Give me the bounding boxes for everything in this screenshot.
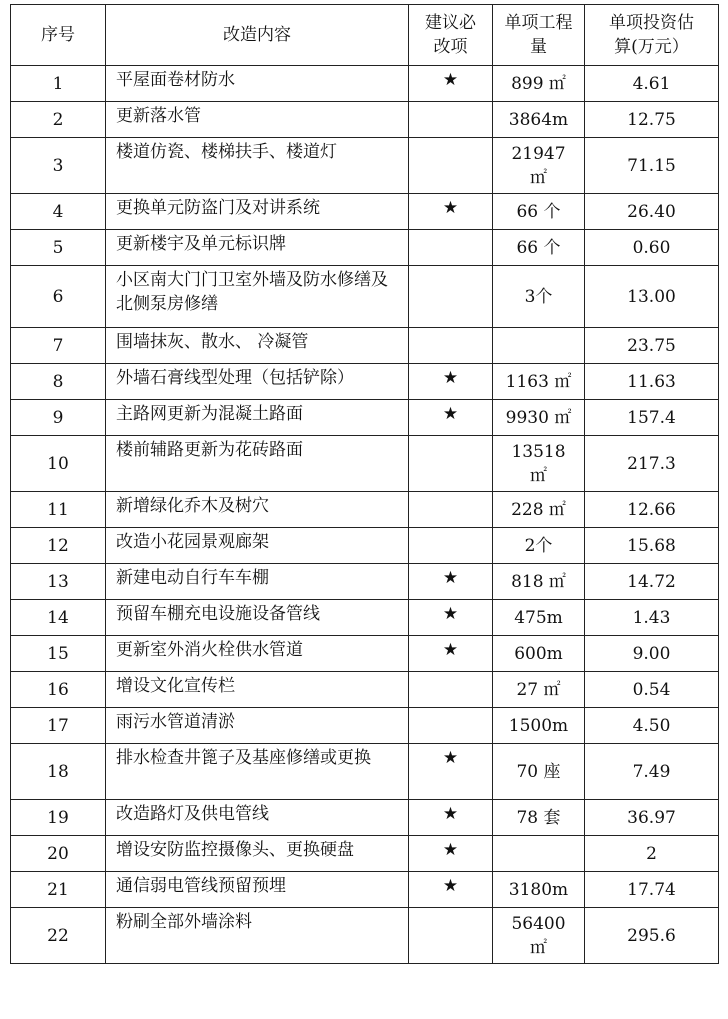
cell-content: [106, 600, 409, 636]
cell-required: [409, 400, 493, 436]
cell-no: [11, 364, 106, 400]
cell-investment-text: 26.40: [627, 201, 676, 222]
cell-investment-text: 15.68: [627, 535, 676, 556]
cell-required: [409, 230, 493, 266]
required-star-icon: ★: [442, 876, 459, 896]
table-row: [11, 908, 719, 964]
cell-quantity-text: 600m: [514, 643, 563, 664]
cell-quantity-text: 70 座: [516, 761, 561, 782]
cell-content-text: 新增绿化乔木及树穴: [116, 496, 269, 516]
cell-investment: [585, 564, 719, 600]
cell-investment-text: 71.15: [627, 155, 676, 176]
cell-content-text: 更新室外消火栓供水管道: [116, 640, 303, 660]
cell-quantity-text: 66 个: [516, 201, 561, 222]
cell-content: [106, 492, 409, 528]
cell-quantity-text: 3个: [524, 286, 553, 307]
renovation-table: [10, 4, 719, 964]
cell-quantity-text: 1500m: [508, 715, 569, 736]
cell-investment-text: 17.74: [627, 879, 676, 900]
cell-quantity: [493, 66, 585, 102]
cell-quantity: [493, 194, 585, 230]
cell-content: [106, 436, 409, 492]
cell-required: [409, 708, 493, 744]
cell-required: [409, 836, 493, 872]
table-row: [11, 636, 719, 672]
required-star-icon: ★: [442, 404, 459, 424]
cell-investment: [585, 364, 719, 400]
cell-content: [106, 102, 409, 138]
required-star-icon: ★: [442, 368, 459, 388]
cell-no-text: 17: [47, 715, 69, 736]
cell-no: [11, 528, 106, 564]
cell-content-text: 改造小花园景观廊架: [116, 532, 269, 552]
cell-investment-text: 9.00: [632, 643, 671, 664]
table-row: [11, 744, 719, 800]
cell-required: [409, 872, 493, 908]
table-row: [11, 230, 719, 266]
cell-content: [106, 528, 409, 564]
cell-no: [11, 708, 106, 744]
cell-no-text: 2: [52, 109, 64, 130]
cell-quantity: [493, 600, 585, 636]
cell-quantity: [493, 400, 585, 436]
cell-no: [11, 672, 106, 708]
cell-investment: [585, 66, 719, 102]
cell-content-text: 更换单元防盗门及对讲系统: [116, 198, 320, 218]
cell-investment-text: 0.54: [632, 679, 671, 700]
cell-required: [409, 66, 493, 102]
cell-no-text: 3: [52, 155, 64, 176]
cell-quantity: [493, 266, 585, 328]
cell-content: [106, 230, 409, 266]
cell-quantity: [493, 102, 585, 138]
cell-content: [106, 908, 409, 964]
cell-no: [11, 636, 106, 672]
cell-content: [106, 708, 409, 744]
cell-investment: [585, 400, 719, 436]
table-row: [11, 564, 719, 600]
cell-no-text: 15: [47, 643, 69, 664]
cell-content: [106, 744, 409, 800]
cell-investment-text: 7.49: [632, 761, 671, 782]
cell-no: [11, 102, 106, 138]
cell-required: [409, 528, 493, 564]
cell-quantity: [493, 138, 585, 194]
cell-quantity: [493, 800, 585, 836]
cell-quantity: [493, 328, 585, 364]
cell-quantity-text: 56400 ㎡: [511, 913, 566, 958]
cell-no: [11, 800, 106, 836]
table-row: [11, 400, 719, 436]
cell-investment-text: 36.97: [627, 807, 676, 828]
cell-content-text: 预留车棚充电设施设备管线: [116, 604, 320, 624]
cell-content-text: 雨污水管道清淤: [116, 712, 235, 732]
cell-content-text: 通信弱电管线预留预埋: [116, 876, 286, 896]
cell-investment-text: 217.3: [627, 453, 676, 474]
cell-investment-text: 157.4: [627, 407, 676, 428]
table-row: [11, 800, 719, 836]
cell-no: [11, 230, 106, 266]
cell-no: [11, 836, 106, 872]
cell-no-text: 13: [47, 571, 69, 592]
cell-no: [11, 138, 106, 194]
cell-content: [106, 564, 409, 600]
cell-quantity: [493, 492, 585, 528]
cell-quantity-text: 9930 ㎡: [505, 407, 572, 428]
header-content: 改造内容: [106, 5, 409, 66]
cell-quantity: [493, 672, 585, 708]
table-row: [11, 492, 719, 528]
table-row: [11, 364, 719, 400]
cell-quantity-text: 818 ㎡: [511, 571, 566, 592]
cell-required: [409, 328, 493, 364]
cell-no: [11, 492, 106, 528]
cell-investment-text: 23.75: [627, 335, 676, 356]
table-row: [11, 872, 719, 908]
cell-required: [409, 600, 493, 636]
cell-required: [409, 364, 493, 400]
cell-investment: [585, 872, 719, 908]
cell-content-text: 新建电动自行车车棚: [116, 568, 269, 588]
table-row: [11, 328, 719, 364]
table-row: [11, 600, 719, 636]
cell-quantity-text: 78 套: [516, 807, 561, 828]
table-row: [11, 708, 719, 744]
cell-investment-text: 13.00: [627, 286, 676, 307]
cell-investment: [585, 328, 719, 364]
required-star-icon: ★: [442, 840, 459, 860]
cell-quantity: [493, 436, 585, 492]
cell-investment-text: 11.63: [627, 371, 676, 392]
required-star-icon: ★: [442, 70, 459, 90]
cell-no-text: 11: [47, 499, 69, 520]
table-row: [11, 138, 719, 194]
table-row: [11, 672, 719, 708]
cell-content-text: 增设文化宣传栏: [116, 676, 235, 696]
cell-no: [11, 194, 106, 230]
table-row: [11, 528, 719, 564]
cell-investment: [585, 908, 719, 964]
cell-content-text: 更新落水管: [116, 106, 201, 126]
table-row: [11, 836, 719, 872]
cell-investment-text: 12.66: [627, 499, 676, 520]
cell-content: [106, 836, 409, 872]
table-row: [11, 436, 719, 492]
cell-no: [11, 908, 106, 964]
cell-no-text: 9: [52, 407, 64, 428]
table-row: [11, 194, 719, 230]
cell-investment-text: 0.60: [632, 237, 671, 258]
cell-quantity-text: 899 ㎡: [511, 73, 566, 94]
cell-required: [409, 492, 493, 528]
cell-no-text: 18: [47, 761, 69, 782]
header-quantity: 单项工程量: [493, 5, 585, 66]
cell-investment: [585, 600, 719, 636]
cell-no-text: 7: [52, 335, 64, 356]
cell-no: [11, 564, 106, 600]
cell-no: [11, 872, 106, 908]
cell-investment: [585, 528, 719, 564]
cell-content: [106, 364, 409, 400]
cell-investment: [585, 230, 719, 266]
cell-quantity: [493, 364, 585, 400]
cell-required: [409, 138, 493, 194]
cell-no-text: 12: [47, 535, 69, 556]
cell-quantity: [493, 230, 585, 266]
cell-no-text: 20: [47, 843, 69, 864]
cell-no-text: 8: [52, 371, 64, 392]
cell-no-text: 10: [47, 453, 69, 474]
cell-investment: [585, 800, 719, 836]
cell-no: [11, 400, 106, 436]
cell-required: [409, 194, 493, 230]
cell-investment: [585, 266, 719, 328]
cell-content: [106, 400, 409, 436]
cell-content-text: 围墙抹灰、散水、 冷凝管: [116, 332, 309, 352]
cell-quantity-text: 13518 ㎡: [511, 441, 566, 486]
cell-no-text: 4: [52, 201, 64, 222]
cell-investment: [585, 436, 719, 492]
cell-required: [409, 436, 493, 492]
cell-no: [11, 744, 106, 800]
cell-investment: [585, 138, 719, 194]
required-star-icon: ★: [442, 640, 459, 660]
table-row: [11, 66, 719, 102]
cell-quantity-text: 475m: [514, 607, 563, 628]
cell-quantity-text: 1163 ㎡: [505, 371, 572, 392]
cell-quantity: [493, 564, 585, 600]
table-body: [11, 66, 719, 964]
cell-content-text: 楼道仿瓷、楼梯扶手、楼道灯: [116, 142, 337, 162]
cell-no-text: 1: [52, 73, 64, 94]
cell-content-text: 楼前辅路更新为花砖路面: [116, 440, 303, 460]
cell-investment-text: 2: [646, 843, 657, 864]
cell-required: [409, 102, 493, 138]
cell-no: [11, 328, 106, 364]
cell-content-text: 粉刷全部外墙涂料: [116, 912, 252, 932]
cell-no-text: 22: [47, 925, 69, 946]
cell-content: [106, 800, 409, 836]
cell-quantity-text: 66 个: [516, 237, 561, 258]
cell-investment: [585, 672, 719, 708]
required-star-icon: ★: [442, 804, 459, 824]
required-star-icon: ★: [442, 748, 459, 768]
cell-investment-text: 4.50: [632, 715, 671, 736]
cell-quantity: [493, 836, 585, 872]
cell-investment-text: 4.61: [632, 73, 671, 94]
cell-no-text: 5: [52, 237, 64, 258]
table-row: [11, 102, 719, 138]
cell-investment: [585, 636, 719, 672]
cell-investment: [585, 102, 719, 138]
cell-quantity-text: 21947 ㎡: [511, 143, 566, 188]
cell-no: [11, 266, 106, 328]
required-star-icon: ★: [442, 604, 459, 624]
cell-required: [409, 908, 493, 964]
cell-quantity: [493, 708, 585, 744]
cell-content-text: 外墙石膏线型处理（包括铲除）: [116, 368, 354, 388]
cell-content-text: 增设安防监控摄像头、更换硬盘: [116, 840, 354, 860]
cell-content: [106, 266, 409, 328]
cell-content: [106, 194, 409, 230]
cell-investment-text: 1.43: [632, 607, 671, 628]
cell-investment-text: 14.72: [627, 571, 676, 592]
header-no: 序号: [11, 5, 106, 66]
header-investment: 单项投资估算(万元）: [585, 5, 719, 66]
cell-investment: [585, 492, 719, 528]
cell-quantity: [493, 528, 585, 564]
cell-investment: [585, 836, 719, 872]
cell-required: [409, 800, 493, 836]
cell-content-text: 主路网更新为混凝土路面: [116, 404, 303, 424]
cell-content: [106, 66, 409, 102]
cell-required: [409, 564, 493, 600]
cell-content-text: 更新楼宇及单元标识牌: [116, 234, 286, 254]
cell-content: [106, 636, 409, 672]
cell-no-text: 14: [47, 607, 69, 628]
cell-content-text: 改造路灯及供电管线: [116, 804, 269, 824]
cell-no-text: 21: [47, 879, 69, 900]
cell-quantity: [493, 908, 585, 964]
cell-content: [106, 138, 409, 194]
cell-no: [11, 600, 106, 636]
cell-investment: [585, 744, 719, 800]
cell-content-text: 小区南大门门卫室外墙及防水修缮及北侧泵房修缮: [116, 270, 388, 314]
cell-no-text: 16: [47, 679, 69, 700]
cell-no-text: 19: [47, 807, 69, 828]
cell-quantity: [493, 636, 585, 672]
cell-investment: [585, 194, 719, 230]
cell-content-text: 平屋面卷材防水: [116, 70, 235, 90]
cell-required: [409, 636, 493, 672]
cell-required: [409, 266, 493, 328]
cell-required: [409, 672, 493, 708]
cell-no-text: 6: [52, 286, 64, 307]
cell-content: [106, 672, 409, 708]
required-star-icon: ★: [442, 198, 459, 218]
cell-quantity-text: 2个: [524, 535, 553, 556]
cell-investment-text: 295.6: [627, 925, 676, 946]
cell-quantity: [493, 744, 585, 800]
cell-quantity-text: 3180m: [508, 879, 569, 900]
cell-no: [11, 66, 106, 102]
cell-content: [106, 872, 409, 908]
cell-quantity-text: 228 ㎡: [511, 499, 566, 520]
cell-quantity-text: 3864m: [508, 109, 569, 130]
table-row: [11, 266, 719, 328]
table-header-row: [11, 5, 719, 66]
cell-required: [409, 744, 493, 800]
cell-quantity: [493, 872, 585, 908]
cell-quantity-text: 27 ㎡: [516, 679, 561, 700]
cell-investment: [585, 708, 719, 744]
cell-no: [11, 436, 106, 492]
header-required: 建议必改项: [409, 5, 493, 66]
cell-investment-text: 12.75: [627, 109, 676, 130]
cell-content-text: 排水检查井篦子及基座修缮或更换: [116, 748, 371, 768]
cell-content: [106, 328, 409, 364]
required-star-icon: ★: [442, 568, 459, 588]
